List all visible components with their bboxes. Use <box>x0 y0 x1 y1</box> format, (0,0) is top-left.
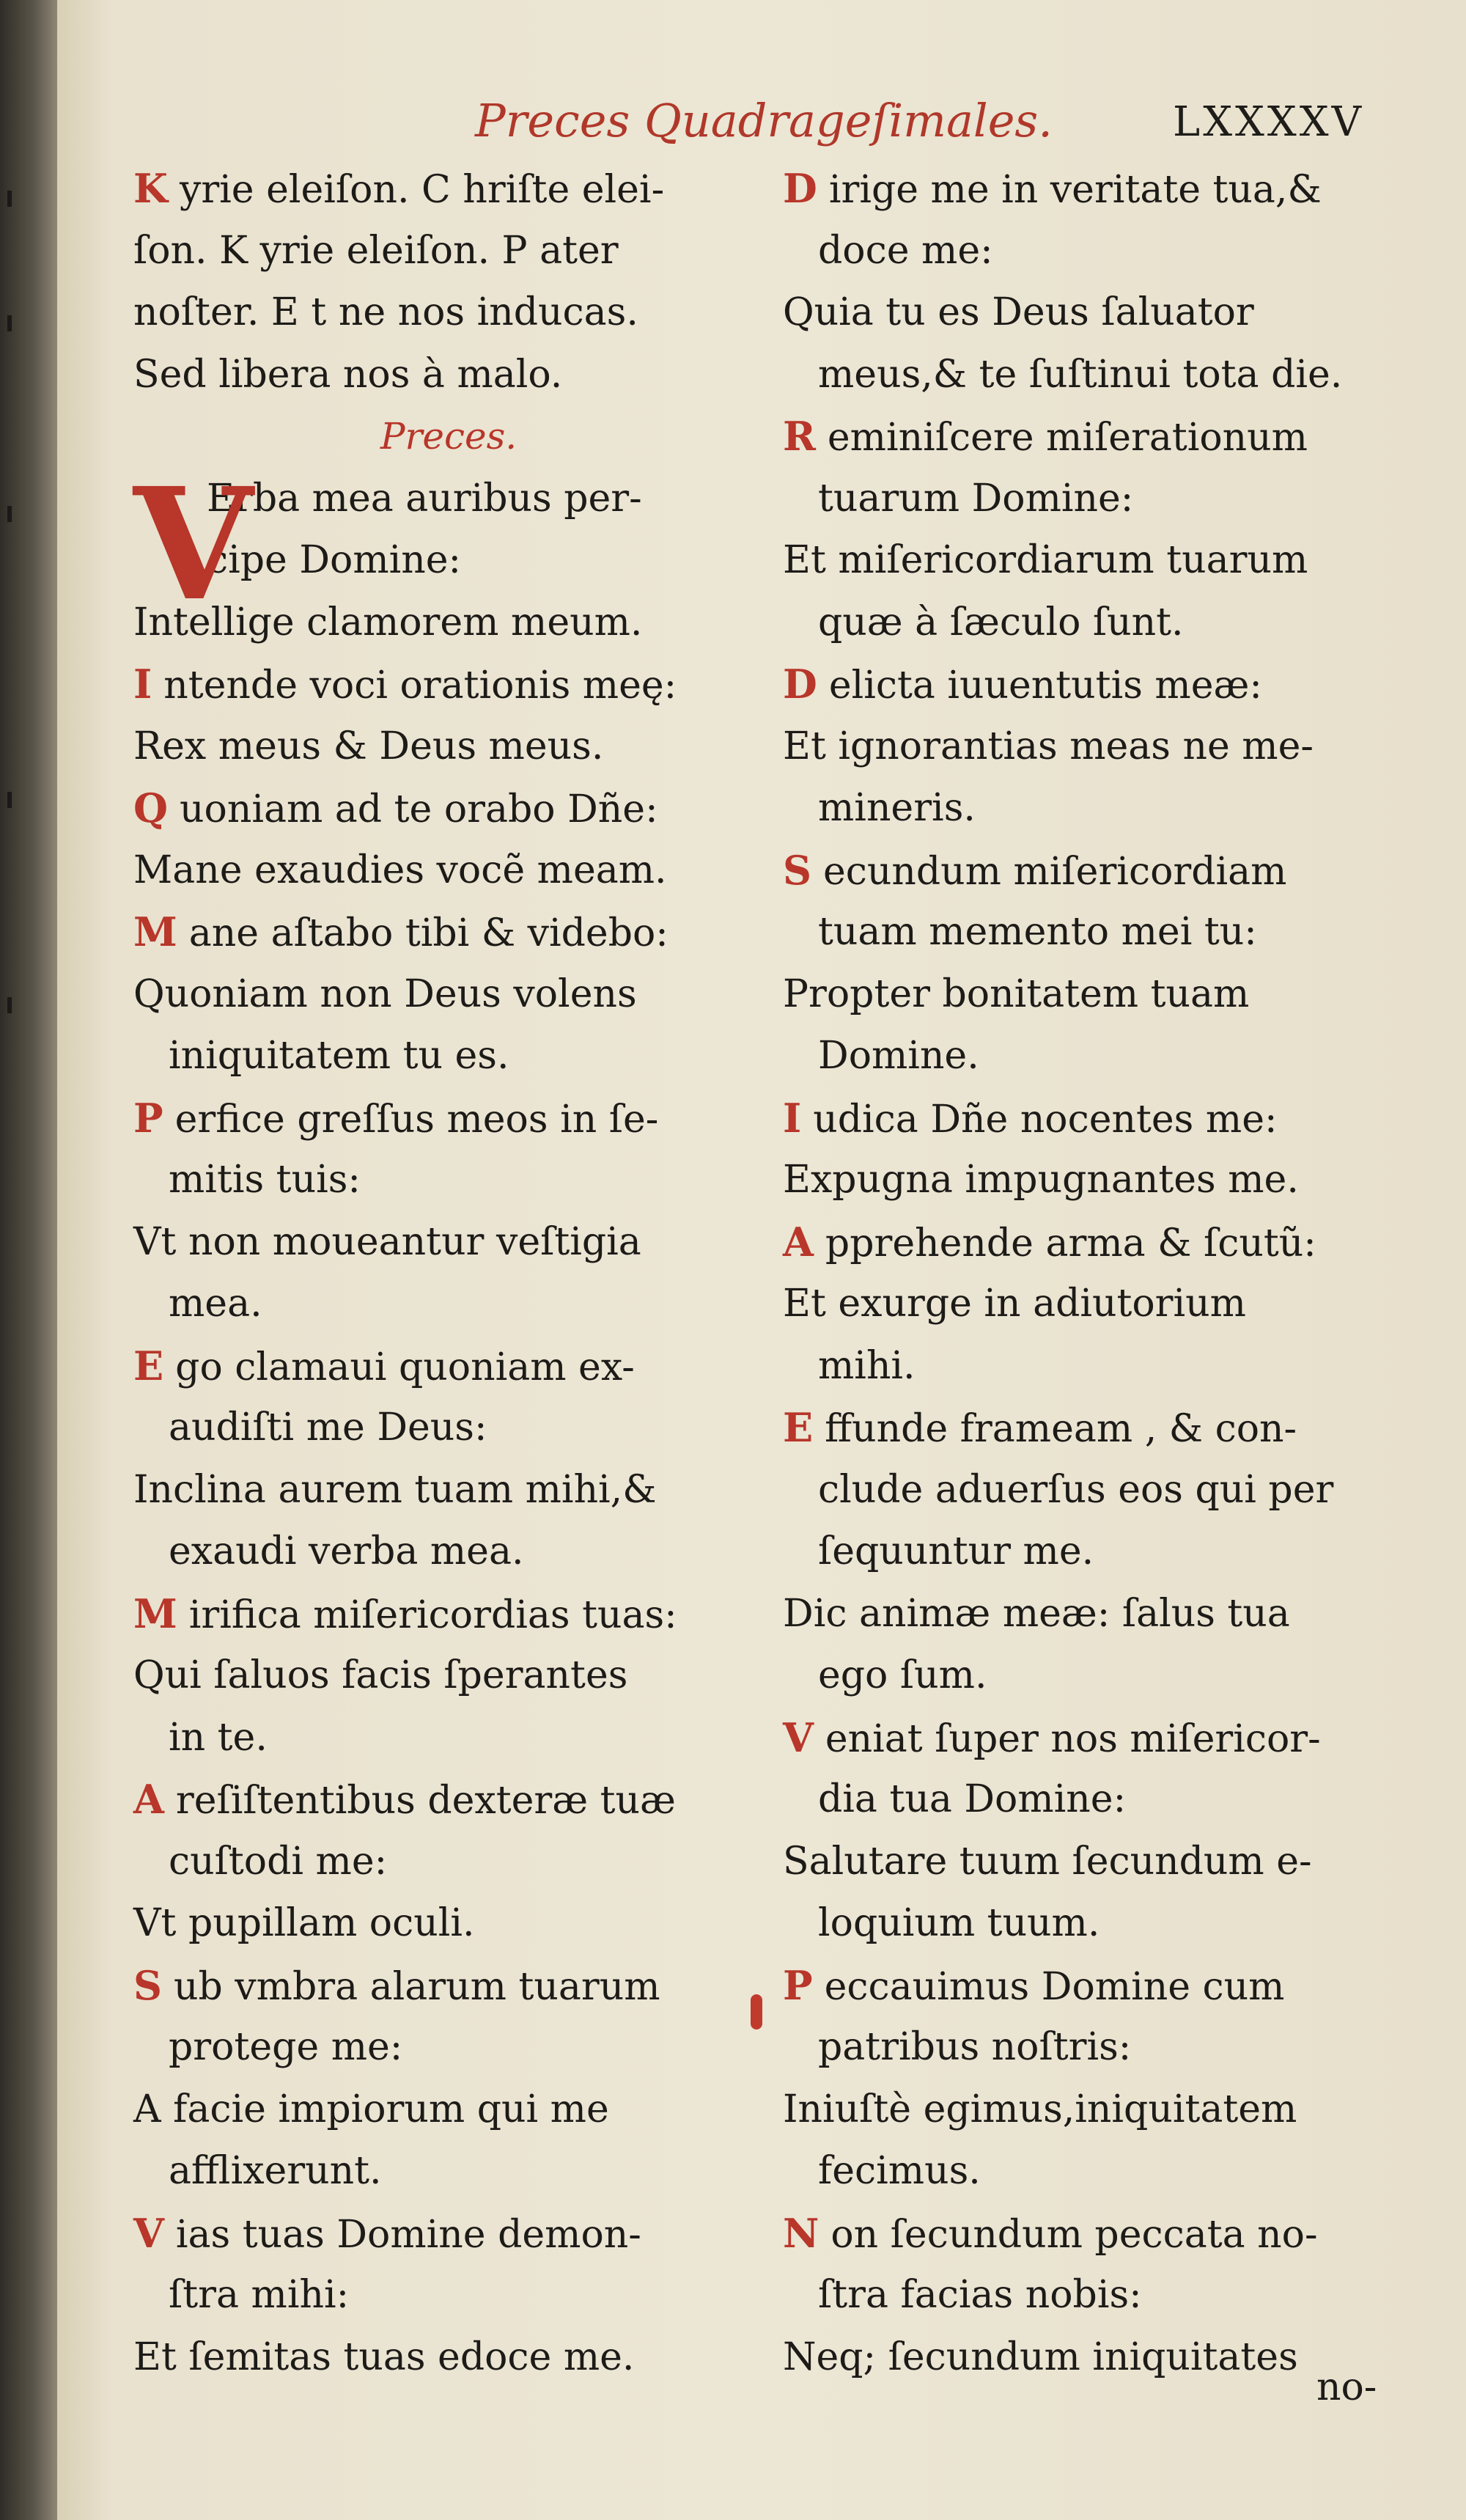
line-text: doce me: <box>818 228 993 273</box>
text-line <box>133 963 764 1026</box>
text-line <box>133 901 764 963</box>
red-initial: K <box>133 165 168 212</box>
binding-mark <box>7 997 12 1013</box>
line-text: pprehende arma & ſcutũ: <box>825 1221 1316 1265</box>
text-line <box>133 1211 764 1274</box>
left-column <box>133 158 764 2388</box>
line-text: ſtra facias nobis: <box>818 2273 1142 2317</box>
text-line <box>783 468 1406 530</box>
red-initial: A <box>133 1776 164 1823</box>
line-text: meus,& te ſuſtinui tota die. <box>818 352 1343 397</box>
binding-mark <box>7 792 12 808</box>
line-text: ecundum miſericordiam <box>823 849 1287 894</box>
book-binding <box>0 0 57 2520</box>
line-text: Rex meus & Deus meus. <box>133 724 604 768</box>
text-line <box>783 1583 1406 1645</box>
text-line <box>133 1149 764 1211</box>
text-line <box>783 2203 1406 2265</box>
line-text: Salutare tuum ſecundum e- <box>783 1839 1312 1884</box>
binding-mark <box>7 315 12 331</box>
text-line <box>783 1955 1406 2017</box>
text-line <box>783 282 1406 344</box>
prayer-body <box>133 453 764 2389</box>
text-line <box>783 2326 1406 2389</box>
line-text: Expugna impugnantes me. <box>783 1158 1299 1202</box>
text-line <box>133 158 764 220</box>
line-text: dia tua Domine: <box>818 1777 1127 1821</box>
line-text: ſtra mihi: <box>169 2273 350 2317</box>
line-text: Erba mea auribus per- <box>207 476 642 521</box>
line-text: tuam memento mei tu: <box>818 910 1257 954</box>
text-line <box>783 840 1406 902</box>
text-line <box>783 1335 1406 1397</box>
margin-ink-mark <box>751 1994 762 2029</box>
text-line <box>133 1645 764 1707</box>
line-text: Dic animæ meæ: ſalus tua <box>783 1591 1290 1636</box>
line-text: on ſecundum peccata no- <box>830 2212 1318 2257</box>
line-text: Intellige clamorem meum. <box>133 600 643 644</box>
line-text: Et ſemitas tuas edoce me. <box>133 2335 635 2379</box>
red-initial: S <box>783 846 811 894</box>
line-text: ffunde frameam , & con- <box>825 1407 1297 1451</box>
line-text: exaudi verba mea. <box>169 1529 524 1573</box>
line-text: Et ignorantias meas ne me- <box>783 724 1314 768</box>
text-line <box>783 1521 1406 1583</box>
line-text: cipe Domine: <box>207 538 462 582</box>
red-initial: D <box>783 661 817 708</box>
text-line <box>783 1707 1406 1769</box>
text-line <box>783 1831 1406 1893</box>
line-text: ego ſum. <box>818 1653 987 1697</box>
text-line <box>783 2264 1406 2326</box>
line-text: irifica miſericordias tuas: <box>188 1593 677 1637</box>
line-text: Iniuſtè egimus,iniquitatem <box>783 2087 1297 2131</box>
line-text: ſon. K yrie eleiſon. P ater <box>133 228 619 273</box>
red-initial: M <box>133 908 177 955</box>
line-text: clude aduerſus eos qui per <box>818 1467 1334 1512</box>
line-text: eccauimus Domine cum <box>824 1964 1285 2009</box>
text-line <box>133 1273 764 1335</box>
line-text: iniquitatem tu es. <box>169 1034 509 1078</box>
text-line <box>783 2079 1406 2141</box>
line-text: patribus noſtris: <box>818 2025 1132 2069</box>
line-text: A facie impiorum qui me <box>133 2087 609 2131</box>
text-line <box>133 220 764 282</box>
text-line <box>783 220 1406 282</box>
line-text: eniat ſuper nos miſericor- <box>825 1716 1321 1761</box>
text-line <box>133 1521 764 1583</box>
line-text: uoniam ad te orabo Dñe: <box>180 787 658 831</box>
red-initial: S <box>133 1961 162 2009</box>
text-line <box>783 1459 1406 1521</box>
line-text: ntende voci orationis meę: <box>163 664 677 708</box>
text-line <box>133 2264 764 2326</box>
line-text: mineris. <box>818 786 976 830</box>
line-text: Qui ſaluos facis ſperantes <box>133 1653 628 1697</box>
line-text: mea. <box>169 1282 262 1326</box>
line-text: go clamaui quoniam ex- <box>175 1345 635 1389</box>
text-line <box>133 2016 764 2079</box>
text-line <box>133 2140 764 2203</box>
red-initial: P <box>783 1961 813 2009</box>
text-line <box>783 1892 1406 1955</box>
folio-number: LXXXXV <box>1173 98 1365 146</box>
red-initial: M <box>133 1590 177 1637</box>
text-line <box>783 2140 1406 2203</box>
text-line <box>133 653 764 716</box>
text-line <box>133 1707 764 1769</box>
line-text: Inclina aurem tuam mihi,& <box>133 1467 657 1512</box>
catchword: no- <box>1316 2365 1377 2409</box>
text-line <box>133 1583 764 1645</box>
large-red-initial: V <box>133 453 253 635</box>
text-line <box>783 405 1406 468</box>
text-line <box>783 1149 1406 1211</box>
text-line <box>783 1397 1406 1459</box>
line-text: yrie eleiſon. C hriſte elei- <box>179 168 665 212</box>
red-initial: E <box>133 1342 164 1389</box>
line-text: Domine. <box>818 1034 979 1078</box>
line-text: tuarum Domine: <box>818 476 1134 521</box>
line-text: Mane exaudies vocẽ meam. <box>133 848 667 892</box>
text-line <box>133 1335 764 1397</box>
text-line <box>133 1892 764 1955</box>
red-initial: I <box>133 661 152 708</box>
line-text: in te. <box>169 1715 268 1760</box>
red-initial: A <box>783 1218 814 1265</box>
text-line <box>133 1955 764 2017</box>
line-text: Vt pupillam oculi. <box>133 1901 475 1945</box>
right-column <box>783 158 1406 2388</box>
line-text: ane aſtabo tibi & videbo: <box>188 911 668 955</box>
text-line <box>133 1397 764 1459</box>
text-line <box>783 1025 1406 1087</box>
line-text: cuſtodi me: <box>169 1839 388 1884</box>
line-text: Et miſericordiarum tuarum <box>783 538 1308 582</box>
text-line <box>783 901 1406 963</box>
text-line <box>783 777 1406 840</box>
line-text: Propter bonitatem tuam <box>783 971 1250 1016</box>
text-line <box>783 716 1406 778</box>
red-initial: R <box>783 413 816 460</box>
line-text: udica Dñe nocentes me: <box>813 1097 1278 1142</box>
text-line <box>783 963 1406 1026</box>
text-line <box>783 158 1406 220</box>
text-line <box>783 1645 1406 1707</box>
red-initial: I <box>783 1094 802 1142</box>
line-text: ias tuas Domine demon- <box>175 2212 641 2257</box>
text-line <box>783 2016 1406 2079</box>
text-line <box>133 840 764 902</box>
line-text: noſter. E t ne nos inducas. <box>133 290 638 334</box>
line-text: fecimus. <box>818 2149 981 2193</box>
line-text: irige me in veritate tua,& <box>828 168 1322 212</box>
text-line <box>133 344 764 406</box>
text-line <box>133 1087 764 1150</box>
text-line <box>783 1211 1406 1274</box>
line-text: erfice greſſus meos in ſe- <box>174 1097 659 1142</box>
red-initial: V <box>783 1713 814 1761</box>
text-line <box>133 1768 764 1831</box>
line-text: protege me: <box>169 2025 403 2069</box>
text-line <box>133 1459 764 1521</box>
line-text: Sed libera nos à malo. <box>133 352 563 397</box>
running-head: Preces Quadrageſimales. <box>475 94 1053 147</box>
text-line <box>783 592 1406 654</box>
text-line <box>783 1768 1406 1831</box>
red-initial: N <box>783 2209 819 2257</box>
text-line <box>783 529 1406 592</box>
text-line <box>783 1087 1406 1150</box>
red-initial: P <box>133 1094 163 1142</box>
line-text: reſiſtentibus dexteræ tuæ <box>175 1779 676 1823</box>
binding-mark <box>7 506 12 522</box>
line-text: Quia tu es Deus ſaluator <box>783 290 1254 334</box>
line-text: loquium tuum. <box>818 1901 1100 1945</box>
text-line <box>133 2326 764 2389</box>
red-initial: V <box>133 2209 164 2257</box>
text-line <box>133 2203 764 2265</box>
line-text: mitis tuis: <box>169 1158 361 1202</box>
line-text: Et exurge in adiutorium <box>783 1282 1246 1326</box>
line-text: Vt non moueantur veſtigia <box>133 1219 641 1264</box>
line-text: eminiſcere miſerationum <box>827 416 1308 460</box>
line-text: quæ à ſæculo ſunt. <box>818 600 1184 644</box>
line-text: afflixerunt. <box>169 2149 382 2193</box>
red-initial: Q <box>133 785 169 831</box>
text-line <box>133 282 764 344</box>
line-text: elicta iuuentutis meæ: <box>828 664 1262 708</box>
binding-mark <box>7 191 12 207</box>
line-text: ub vmbra alarum tuarum <box>174 1964 660 2009</box>
text-line <box>783 653 1406 716</box>
line-text: ſequuntur me. <box>818 1529 1094 1573</box>
line-text: Neq; ſecundum iniquitates <box>783 2335 1298 2379</box>
text-line <box>133 777 764 840</box>
text-line <box>133 1025 764 1087</box>
red-initial: E <box>783 1404 814 1451</box>
section-heading: Preces. <box>380 415 517 458</box>
line-text: Quoniam non Deus volens <box>133 971 637 1016</box>
text-line <box>133 2079 764 2141</box>
text-line <box>133 716 764 778</box>
line-text: audiſti me Deus: <box>169 1406 487 1450</box>
text-line <box>783 1273 1406 1335</box>
text-line <box>133 1831 764 1893</box>
red-initial: D <box>783 165 817 212</box>
text-line <box>783 344 1406 406</box>
line-text: mihi. <box>818 1343 916 1388</box>
